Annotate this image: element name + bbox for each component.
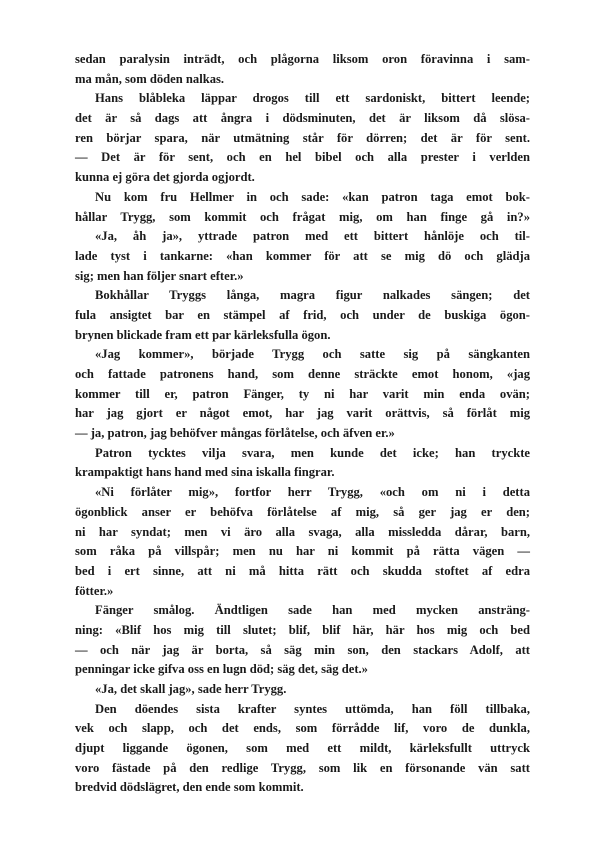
text-line: vek och slapp, och det ends, som förrådde lif, voro de dunkla, bbox=[75, 721, 530, 736]
text-line: Hans blåbleka läppar drogos till ett sardoniskt, bittert leende; bbox=[95, 91, 530, 106]
text-line: — Det är för sent, och en hel bibel och alla prester i verlden bbox=[75, 150, 530, 165]
text-line: Fänger smålog. Ändtligen sade han med mycken ansträng- bbox=[95, 603, 530, 618]
text-line: ren börjar spara, när utmätning står för dörren; det är för sent. bbox=[75, 130, 530, 145]
text-line: sig; men han följer snart efter.» bbox=[75, 268, 244, 283]
text-line: «Ja, åh ja», yttrade patron med ett bittert hånlöje och til- bbox=[95, 229, 530, 244]
text-line: bed i ert sinne, att ni må hitta rätt och skudda stoftet af edra bbox=[75, 563, 530, 578]
text-line: fula ansigtet bar en stämpel af frid, och under de buskiga ögon- bbox=[75, 307, 530, 322]
text-line: djupt liggande ögonen, som med ett mildt, kärleksfullt uttryck bbox=[75, 741, 530, 756]
text-line: — ja, patron, jag behöfver mångas förlåtelse, och äfven er.» bbox=[75, 426, 395, 441]
text-line: bredvid dödslägret, den ende som kommit. bbox=[75, 780, 304, 795]
text-line: voro fästade på den redlige Trygg, som lik en försonande vän satt bbox=[75, 760, 530, 775]
text-line: krampaktigt hans hand med sina iskalla fingrar. bbox=[75, 465, 335, 480]
text-line: det är så dags att ångra i dödsminuten, det är liksom då slösa- bbox=[75, 111, 530, 126]
text-line: har jag gjort er något emot, har jag varit orättvis, så förlåt mig bbox=[75, 406, 530, 421]
text-line: ning: «Blif hos mig till slutet; blif, blif här, här hos mig och bed bbox=[75, 622, 530, 637]
text-line: «Ja, det skall jag», sade herr Trygg. bbox=[95, 682, 287, 696]
text-line: «Ni förlåter mig», fortfor herr Trygg, «och om ni i detta bbox=[95, 485, 530, 500]
text-line: som råka på villspår; men nu har ni kommit på rätta vägen — bbox=[75, 544, 530, 559]
text-line: Bokhållar Tryggs långa, magra figur nalkades sängen; det bbox=[95, 288, 530, 303]
text-line: ma mån, som döden nalkas. bbox=[75, 71, 225, 86]
text-line: kommer till er, patron Fänger, ty ni har varit min enda ovän; bbox=[75, 386, 530, 401]
text-line: Nu kom fru Hellmer in och sade: «kan patron taga emot bok- bbox=[95, 189, 530, 204]
text-line: hållar Trygg, som kommit och frågat mig, om han finge gå in?» bbox=[75, 209, 530, 224]
text-line: fötter.» bbox=[75, 583, 114, 598]
text-line: — och när jag är borta, så säg min son, den stackars Adolf, att bbox=[75, 642, 530, 657]
text-line: sedan paralysin inträdt, och plågorna liksom oron föravinna i sam- bbox=[75, 52, 530, 66]
text-line: och fattade patronens hand, som denne sträckte emot honom, «jag bbox=[75, 367, 530, 381]
text-line: ögonblick anser er behöfva förlåtelse af mig, så ger jag er den; bbox=[75, 504, 530, 519]
text-line: lade tyst i tankarne: «han kommer för att se mig dö och glädja bbox=[75, 248, 530, 263]
text-line: ni har syndat; men vi äro alla svaga, alla missledda dårar, barn, bbox=[75, 524, 530, 539]
text-line: kunna ej göra det gjorda ogjordt. bbox=[75, 170, 255, 185]
text-lines bbox=[75, 50, 530, 798]
text-line: Patron tycktes vilja svara, men kunde det icke; han tryckte bbox=[95, 445, 530, 460]
text-line: brynen blickade fram ett par kärleksfulla ögon. bbox=[75, 327, 331, 342]
text-line: «Jag kommer», började Trygg och satte sig på sängkanten bbox=[95, 347, 530, 362]
text-line: penningar icke gifva oss en lugn död; säg det, säg det.» bbox=[75, 662, 368, 677]
page-text-block bbox=[75, 50, 530, 798]
text-line: Den döendes sista krafter syntes uttömda, han föll tillbaka, bbox=[95, 701, 530, 716]
